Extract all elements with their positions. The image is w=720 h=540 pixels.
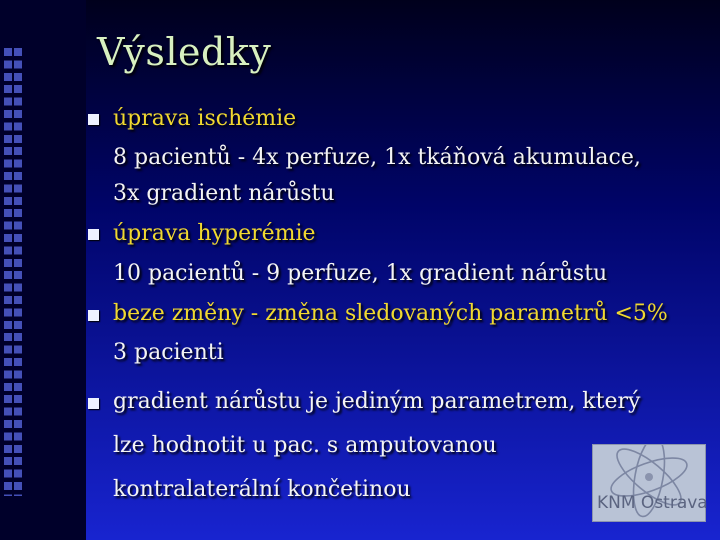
bullet-text-line: 3 pacienti — [113, 340, 224, 365]
bullet-text-line: 10 pacientů - 9 perfuze, 1x gradient nárůstu — [113, 261, 608, 286]
dot-column-left — [4, 48, 12, 496]
bullet-text-line: 8 pacientů - 4x perfuze, 1x tkáňová akumulace, — [113, 145, 641, 170]
bullet-text-line: lze hodnotit u pac. s amputovanou — [113, 433, 497, 458]
logo-text: KNM Ostrava — [597, 493, 708, 513]
bullet-marker — [88, 398, 99, 409]
dot-column-right — [14, 48, 22, 496]
left-decorative-strip — [0, 0, 86, 540]
bullet-text-line: 3x gradient nárůstu — [113, 181, 335, 206]
slide-title: Výsledky — [97, 30, 272, 74]
bullet-marker — [88, 114, 99, 125]
bullet-heading-hyperemia: úprava hyperémie — [113, 221, 316, 246]
bullet-marker — [88, 310, 99, 321]
bullet-marker — [88, 229, 99, 240]
bullet-heading-no-change: beze změny - změna sledovaných parametrů <5% — [113, 301, 668, 326]
knm-ostrava-logo — [592, 444, 706, 522]
bullet-text-line: gradient nárůstu je jediným parametrem, který — [113, 389, 641, 414]
bullet-text-line: kontralaterální končetinou — [113, 477, 411, 502]
bullet-heading-ischemia: úprava ischémie — [113, 106, 297, 131]
